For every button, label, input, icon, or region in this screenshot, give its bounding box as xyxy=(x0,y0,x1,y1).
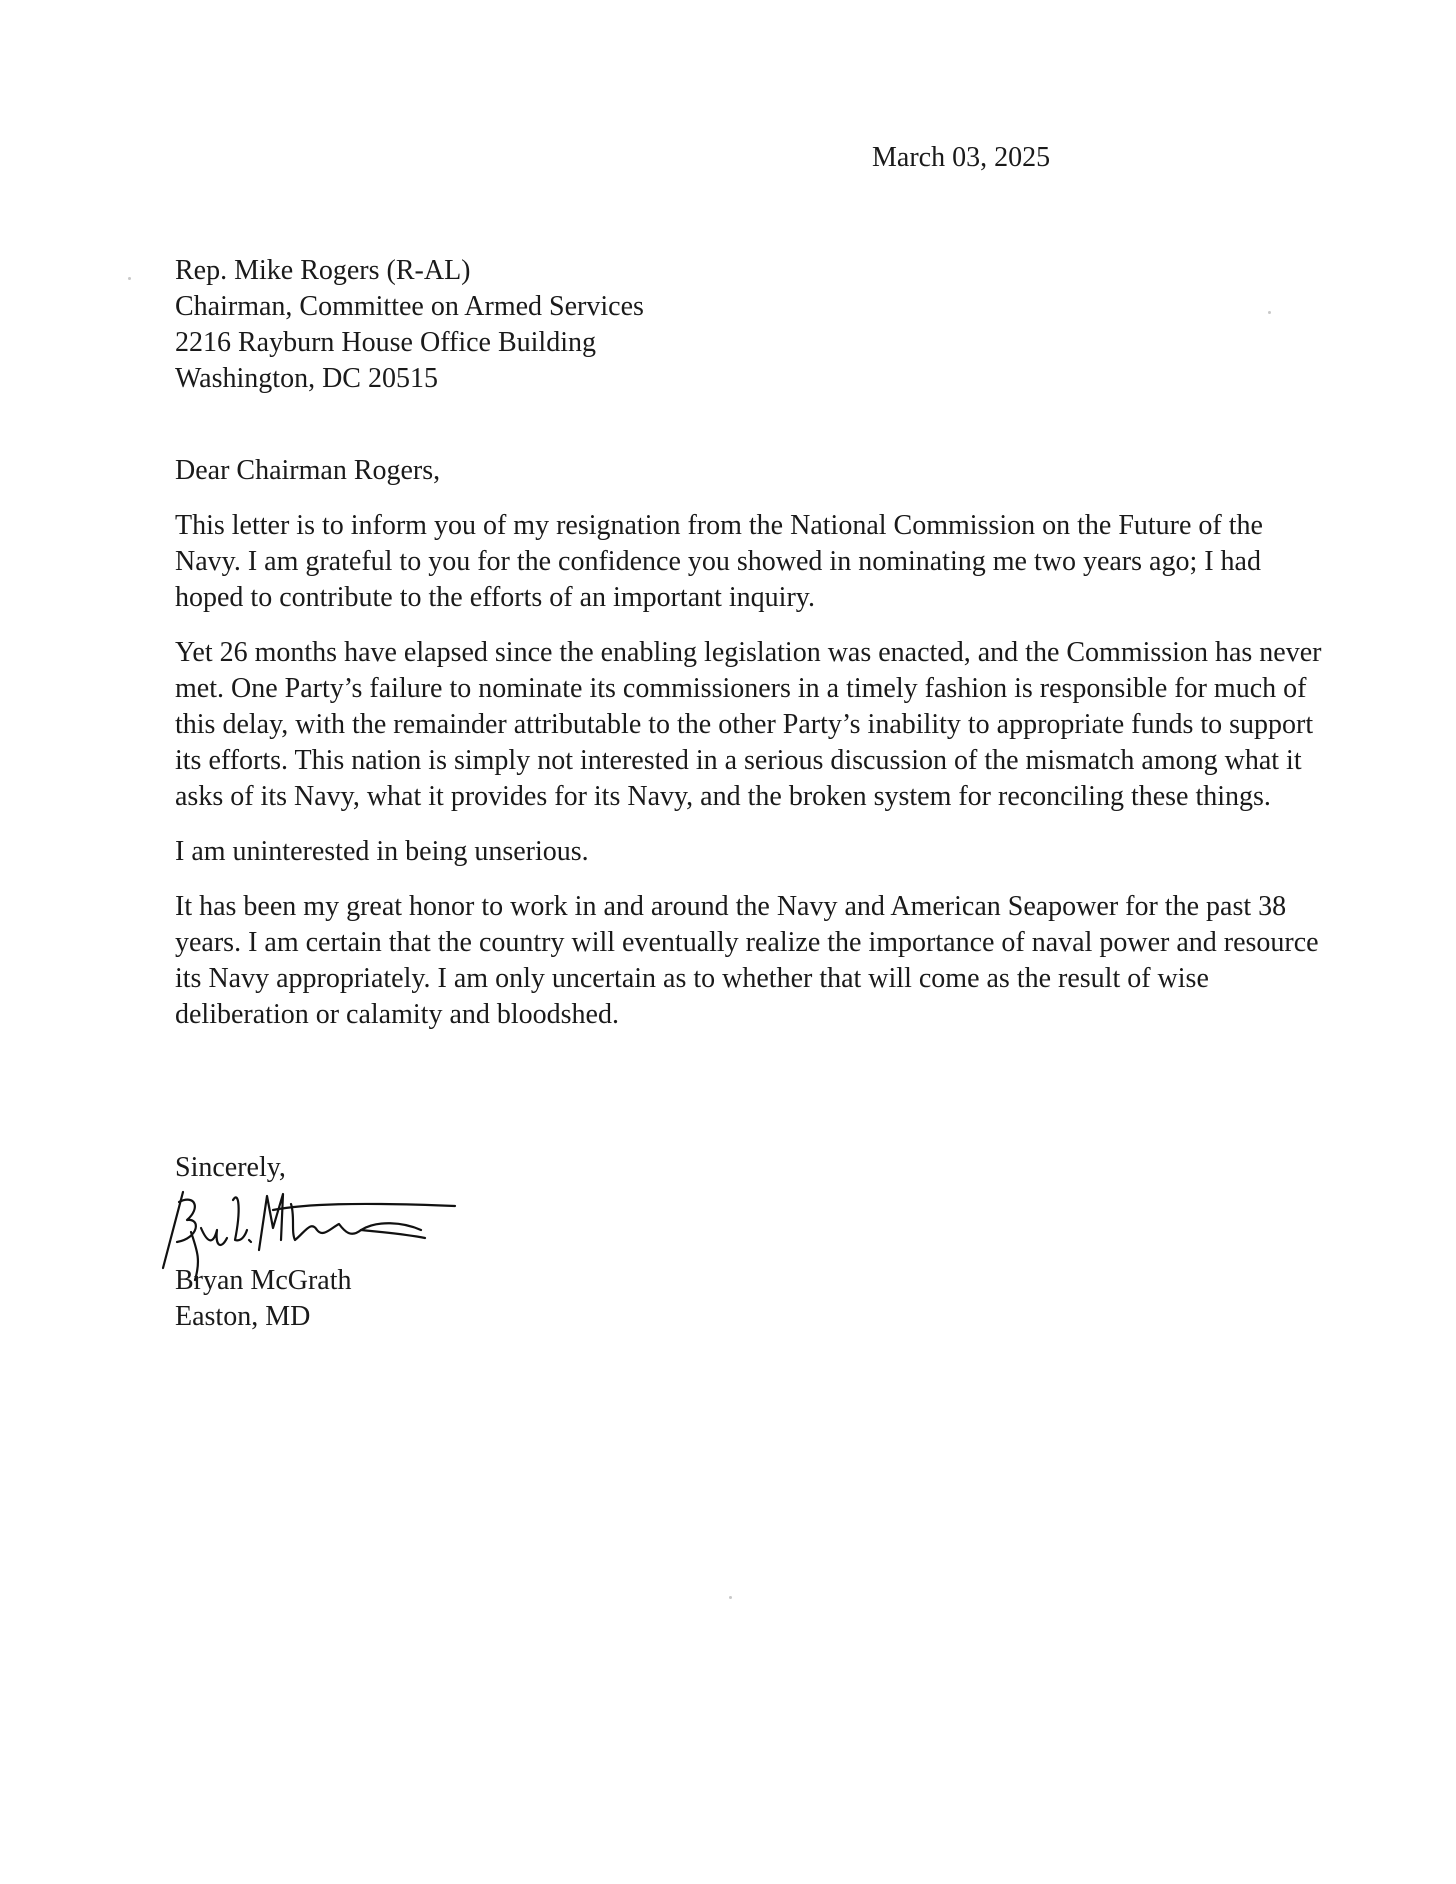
recipient-city: Washington, DC 20515 xyxy=(175,363,438,394)
sender-location: Easton, MD xyxy=(175,1301,311,1332)
body-paragraph: This letter is to inform you of my resignation from the National Commission on the Future of the Navy. I am grateful to you for the confidence you showed in nominating me two years ago; I had hoped to contribute to the efforts of an important inquiry. xyxy=(175,510,1263,613)
body-paragraph: I am uninterested in being unserious. xyxy=(175,836,589,867)
body-paragraph: Yet 26 months have elapsed since the enabling legislation was enacted, and the Commission has never met. One Party’s failure to nominate its commissioners in a timely fashion is responsible for much of this delay, with the remainder attributable to the other Party’s inability to appropriate funds to support its efforts. This nation is simply not interested in a serious discussion of the mismatch among what it asks of its Navy, what it provides for its Navy, and the broken system for reconciling these things. xyxy=(175,637,1322,812)
scan-speck xyxy=(128,277,131,280)
scan-speck xyxy=(729,1596,732,1599)
salutation: Dear Chairman Rogers, xyxy=(175,455,441,486)
recipient-name: Rep. Mike Rogers (R-AL) xyxy=(175,255,471,286)
letter-body xyxy=(175,508,1325,1052)
recipient-address xyxy=(175,253,1325,397)
recipient-title: Chairman, Committee on Armed Services xyxy=(175,291,644,322)
closing: Sincerely, xyxy=(175,1152,286,1183)
recipient-street: 2216 Rayburn House Office Building xyxy=(175,327,596,358)
sender-name: Bryan McGrath xyxy=(175,1265,352,1296)
letter-date: March 03, 2025 xyxy=(872,142,1051,173)
scan-speck xyxy=(1268,311,1271,314)
body-paragraph: It has been my great honor to work in and around the Navy and American Seapower for the past 38 years. I am certain that the country will eventually realize the importance of naval power and resource its Navy appropriately. I am only uncertain as to whether that will come as the result of wise deliberation or calamity and bloodshed. xyxy=(175,891,1319,1030)
sender-block xyxy=(175,1263,1325,1335)
